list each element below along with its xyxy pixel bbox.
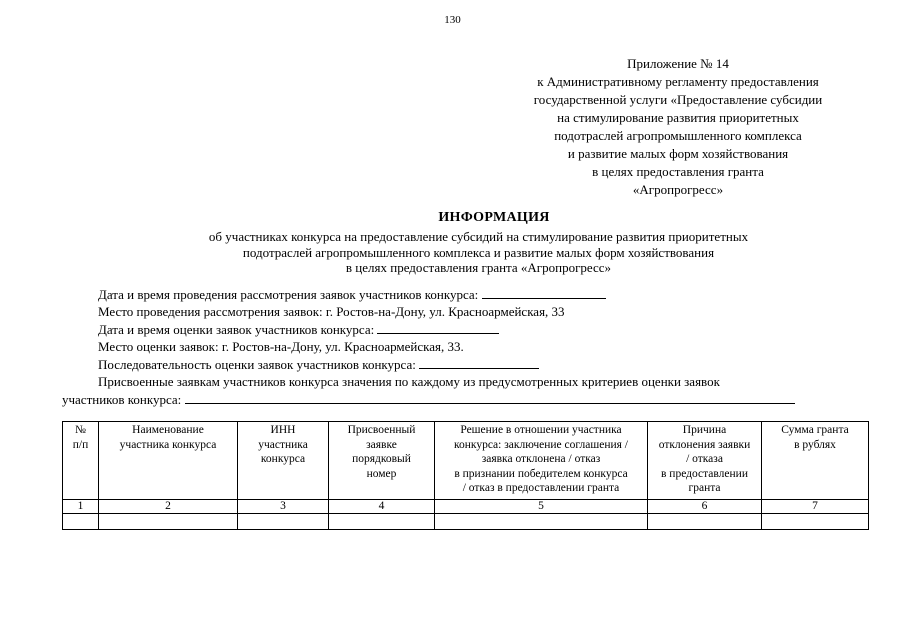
column-number-cell: 4 xyxy=(329,500,435,514)
header-cell-inn: ИНН участника конкурса xyxy=(238,422,329,500)
assigned-values-blank[interactable] xyxy=(185,390,795,404)
table-cell[interactable] xyxy=(99,514,238,530)
subtitle-line: в целях предоставления гранта «Агропрогресс» xyxy=(345,260,612,275)
appendix-line: подотраслей агропромышленного комплекса xyxy=(554,128,802,143)
column-number-cell: 1 xyxy=(63,500,99,514)
review-datetime-label: Дата и время проведения рассмотрения заявок участников конкурса: xyxy=(98,287,479,302)
review-datetime-blank[interactable] xyxy=(482,285,606,299)
page-number: 130 xyxy=(444,14,461,26)
assigned-values-row xyxy=(62,373,852,390)
evaluation-sequence-row xyxy=(62,355,852,373)
table-cell[interactable] xyxy=(435,514,648,530)
appendix-line: в целях предоставления гранта xyxy=(592,164,764,179)
table-header-row xyxy=(63,422,869,500)
appendix-line: Приложение № 14 xyxy=(627,56,729,71)
evaluation-sequence-label: Последовательность оценки заявок участников конкурса: xyxy=(98,357,416,372)
document-subtitle xyxy=(0,229,905,276)
evaluation-place-label: Место оценки заявок: г. Ростов-на-Дону, ул. Красноармейская, 33. xyxy=(98,339,464,354)
subtitle-line: об участниках конкурса на предоставление субсидий на стимулирование развития приоритетных xyxy=(208,229,749,244)
assigned-values-row-cont xyxy=(62,390,852,408)
header-cell-assigned-number: Присвоенный заявке порядковый номер xyxy=(329,422,435,500)
table-cell[interactable] xyxy=(238,514,329,530)
table-row xyxy=(63,514,869,530)
column-number-cell: 7 xyxy=(762,500,869,514)
table-cell[interactable] xyxy=(762,514,869,530)
appendix-line: государственной услуги «Предоставление субсидии xyxy=(533,92,823,107)
appendix-line: на стимулирование развития приоритетных xyxy=(557,110,799,125)
table-cell[interactable] xyxy=(329,514,435,530)
assigned-values-label-line1: Присвоенные заявкам участников конкурса значения по каждому из предусмотренных критериев оценки заявок xyxy=(98,374,720,389)
document-title: ИНФОРМАЦИЯ xyxy=(438,210,550,225)
appendix-block xyxy=(478,55,878,199)
column-number-cell: 6 xyxy=(648,500,762,514)
column-number-cell: 5 xyxy=(435,500,648,514)
header-cell-rejection-reason: Причина отклонения заявки / отказа в предоставлении гранта xyxy=(648,422,762,500)
form-fields xyxy=(62,285,852,408)
table-column-number-row xyxy=(63,500,869,514)
header-cell-grant-amount: Сумма гранта в рублях xyxy=(762,422,869,500)
subtitle-line: подотраслей агропромышленного комплекса и развитие малых форм хозяйствования xyxy=(242,244,715,260)
header-cell-participant-name: Наименование участника конкурса xyxy=(99,422,238,500)
table-cell[interactable] xyxy=(648,514,762,530)
appendix-line: и развитие малых форм хозяйствования xyxy=(567,146,789,161)
header-cell-number: № п/п xyxy=(63,422,99,500)
column-number-cell: 2 xyxy=(99,500,238,514)
evaluation-datetime-row xyxy=(62,320,852,338)
review-place-row xyxy=(62,303,852,320)
column-number-cell: 3 xyxy=(238,500,329,514)
header-cell-decision: Решение в отношении участника конкурса: заключение соглашения / заявка отклонена / отказ в признании победителем конкурса / отказ в предоставлении гранта xyxy=(435,422,648,500)
appendix-line: к Административному регламенту предоставления xyxy=(537,74,819,89)
table-cell[interactable] xyxy=(63,514,99,530)
evaluation-datetime-label: Дата и время оценки заявок участников конкурса: xyxy=(98,322,375,337)
review-place-label: Место проведения рассмотрения заявок: г. Ростов-на-Дону, ул. Красноармейская, 33 xyxy=(98,304,565,319)
appendix-line: «Агропрогресс» xyxy=(632,182,724,197)
evaluation-datetime-blank[interactable] xyxy=(377,320,499,334)
evaluation-sequence-blank[interactable] xyxy=(419,355,539,369)
evaluation-place-row xyxy=(62,338,852,355)
review-datetime-row xyxy=(62,285,852,303)
participants-table xyxy=(62,421,869,530)
assigned-values-label-line2: участников конкурса: xyxy=(62,392,182,407)
